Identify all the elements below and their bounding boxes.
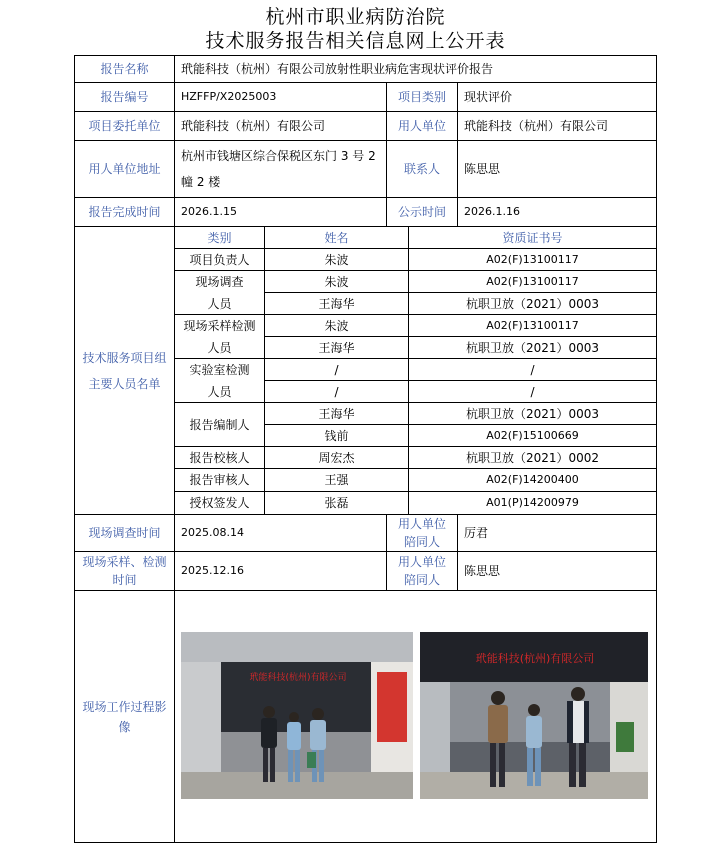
sign-left: 玳能科技(杭州)有限公司 (249, 673, 347, 683)
staff-name: 王海华 (264, 292, 409, 315)
address-line1: 杭州市钱塘区综合保税区东门 3 号 2 (181, 149, 376, 163)
photos-label-line1: 现场工作过程影 (82, 699, 167, 714)
staff-header-name: 姓名 (264, 226, 409, 249)
category-checker: 报告校核人 (174, 446, 265, 469)
staff-cert: 杭职卫放（2021）0003 (408, 336, 657, 359)
staff-name: / (264, 358, 409, 381)
staff-cert: A02(F)13100117 (408, 270, 657, 293)
sampling-time-label-line2: 时间 (112, 573, 137, 587)
site-photo-right (420, 632, 648, 799)
category-reviewer: 报告审核人 (174, 468, 265, 492)
staff-name: 王强 (264, 468, 409, 492)
survey-escort-label (386, 514, 458, 552)
report-no-label: 报告编号 (74, 82, 175, 112)
client-value: 玳能科技（杭州）有限公司 (174, 111, 387, 141)
publish-value: 2026.1.16 (457, 197, 657, 227)
site-photo-left (181, 632, 413, 799)
category-sampling-line2: 人员 (207, 340, 232, 355)
staff-header-cert: 资质证书号 (408, 226, 657, 249)
staff-cert: / (408, 380, 657, 403)
project-type-value: 现状评价 (457, 82, 657, 112)
staff-cert: A02(F)13100117 (408, 248, 657, 271)
category-sampling (174, 314, 265, 359)
staff-cert: A02(F)15100669 (408, 424, 657, 447)
completion-value: 2026.1.15 (174, 197, 387, 227)
staff-group-label (74, 226, 175, 515)
project-type-label: 项目类别 (386, 82, 458, 112)
category-signer: 授权签发人 (174, 491, 265, 515)
category-leader: 项目负责人 (174, 248, 265, 271)
sampling-escort-label-line2: 陪同人 (403, 573, 440, 587)
contact-label: 联系人 (386, 140, 458, 198)
staff-name: 朱波 (264, 270, 409, 293)
completion-label: 报告完成时间 (74, 197, 175, 227)
category-survey (174, 270, 265, 315)
staff-header-category: 类别 (174, 226, 265, 249)
photos-label (74, 590, 175, 843)
staff-name: 张磊 (264, 491, 409, 515)
employer-value: 玳能科技（杭州）有限公司 (457, 111, 657, 141)
photos-label-line2: 像 (118, 719, 131, 734)
staff-name: 王海华 (264, 336, 409, 359)
title-line2: 技术服务报告相关信息网上公开表 (205, 30, 506, 52)
staff-name: 钱前 (264, 424, 409, 447)
staff-group-label-line2: 主要人员名单 (88, 376, 161, 391)
category-lab (174, 358, 265, 403)
sampling-escort-label (386, 551, 458, 591)
client-label: 项目委托单位 (74, 111, 175, 141)
survey-time-value: 2025.08.14 (174, 514, 387, 552)
staff-cert: 杭职卫放（2021）0002 (408, 446, 657, 469)
staff-cert: 杭职卫放（2021）0003 (408, 402, 657, 425)
survey-escort-label-line2: 陪同人 (403, 535, 440, 549)
staff-name: 朱波 (264, 314, 409, 337)
staff-name: 朱波 (264, 248, 409, 271)
report-name-value: 玳能科技（杭州）有限公司放射性职业病危害现状评价报告 (174, 55, 657, 83)
sign-right: 玳能科技(杭州)有限公司 (475, 652, 595, 665)
sampling-escort-label-line1: 用人单位 (397, 555, 446, 569)
staff-name: / (264, 380, 409, 403)
staff-cert: 杭职卫放（2021）0003 (408, 292, 657, 315)
staff-cert: A01(P)14200979 (408, 491, 657, 515)
address-line2: 幢 2 楼 (181, 175, 221, 189)
category-lab-line1: 实验室检测 (189, 362, 250, 377)
sampling-escort-value: 陈思思 (457, 551, 657, 591)
report-name-label: 报告名称 (74, 55, 175, 83)
employer-label: 用人单位 (386, 111, 458, 141)
contact-value: 陈思思 (457, 140, 657, 198)
category-compiler: 报告编制人 (174, 402, 265, 447)
category-lab-line2: 人员 (207, 384, 232, 399)
report-no-value: HZFFP/X2025003 (174, 82, 387, 112)
sampling-time-label-line1: 现场采样、检测 (82, 555, 167, 569)
publish-label: 公示时间 (386, 197, 458, 227)
staff-group-label-line1: 技术服务项目组 (82, 350, 167, 365)
survey-escort-label-line1: 用人单位 (397, 517, 446, 531)
category-sampling-line1: 现场采样检测 (183, 318, 256, 333)
title-line1: 杭州市职业病防治院 (265, 6, 446, 28)
address-value (174, 140, 387, 198)
address-label: 用人单位地址 (74, 140, 175, 198)
staff-cert: / (408, 358, 657, 381)
survey-time-label: 现场调查时间 (74, 514, 175, 552)
sampling-time-value: 2025.12.16 (174, 551, 387, 591)
staff-name: 王海华 (264, 402, 409, 425)
sampling-time-label (74, 551, 175, 591)
survey-escort-value: 厉君 (457, 514, 657, 552)
staff-cert: A02(F)13100117 (408, 314, 657, 337)
staff-cert: A02(F)14200400 (408, 468, 657, 492)
category-survey-line2: 人员 (207, 296, 232, 311)
staff-name: 周宏杰 (264, 446, 409, 469)
category-survey-line1: 现场调查 (195, 274, 244, 289)
